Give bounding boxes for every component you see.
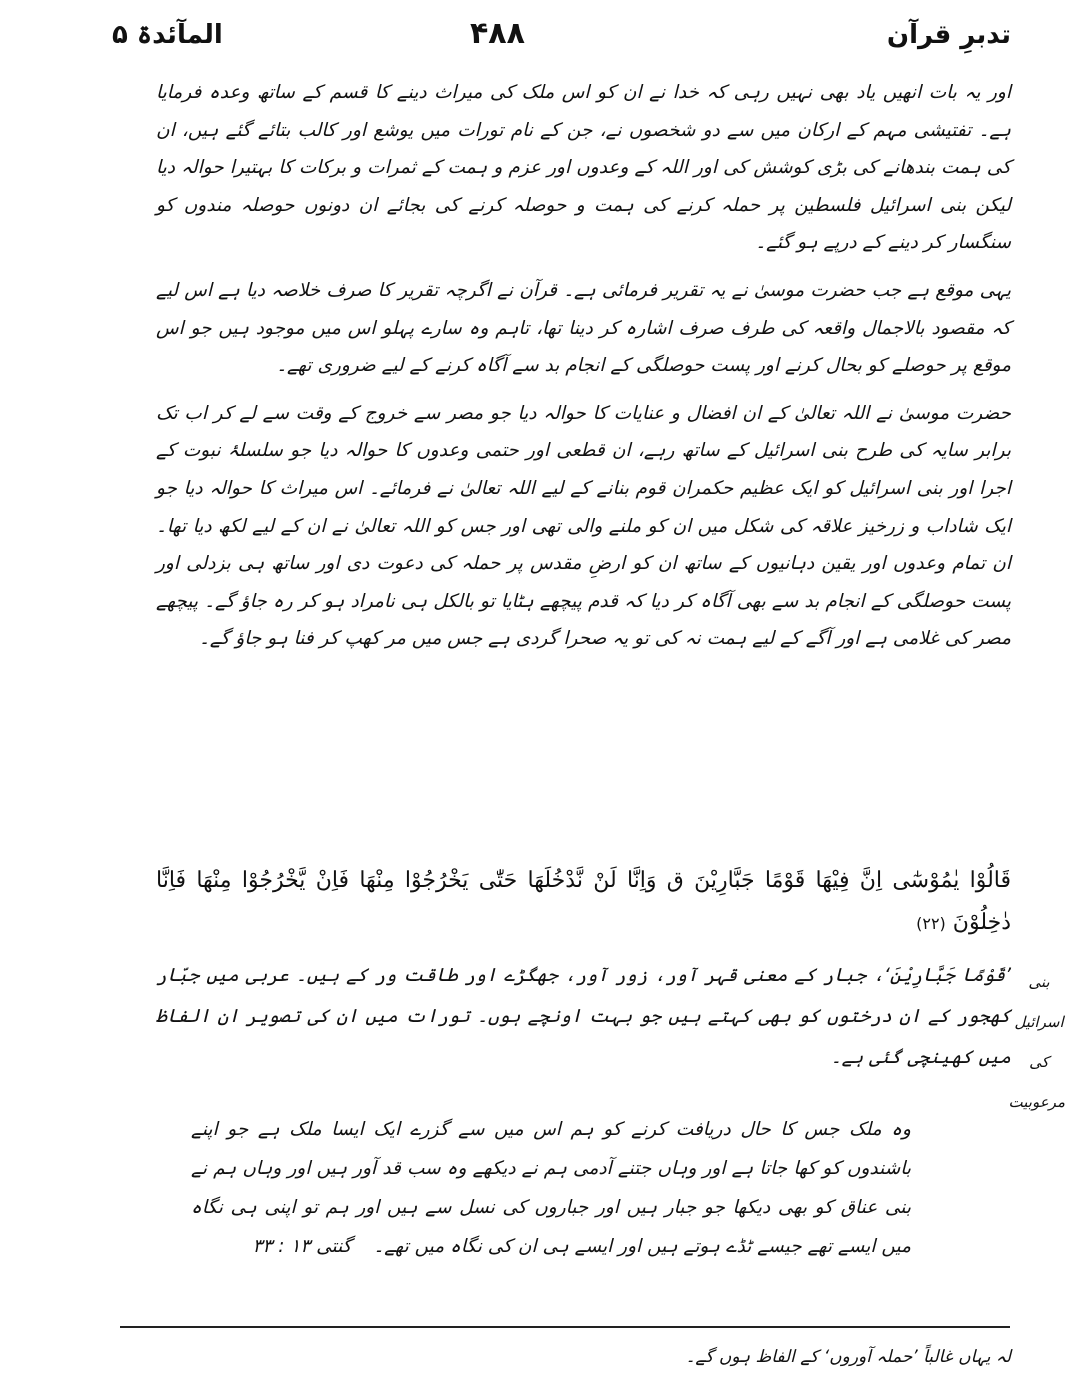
quotation-text: وہ ملک جس کا حال دریافت کرنے کو ہم اس میں سے گزرے ایک ایسا ملک ہے جو اپنے باشندوں کو کھا جاتا ہے اور وہاں جتنے آدمی ہم نے دیکھے وہ سب قد آور ہیں اور وہاں ہم نے بنی عناق کو بھی دیکھا جو جبار ہیں اور جباروں کی نسل سے ہیں اور ہم تو اپنی ہی نگاہ میں ایسے تھے جیسے ٹڈے ہوتے ہیں اور ایسے ہی ان کی نگاہ میں تھے۔ bbox=[191, 1119, 911, 1257]
margin-note bbox=[1008, 962, 1065, 1122]
verse-text: قَالُوْا یٰمُوْسٰٓی اِنَّ فِیْهَا قَوْمًا جَبَّارِیْنَ ق وَاِنَّا لَنْ نَّدْخُلَهَا حَتّٰی یَخْرُجُوْا مِنْهَا فَاِنْ یَّخْرُجُوْا مِنْهَا فَاِنَّا دٰخِلُوْنَ bbox=[156, 868, 1011, 935]
margin-note-line: بنی اسرائیل کی bbox=[1014, 973, 1064, 1071]
paragraph: یہی موقع ہے جب حضرت موسیٰ نے یہ تقریر فرمائی ہے۔ قرآن نے اگرچہ تقریر کا صرف خلاصہ دیا ہے اس لیے کہ مقصود بالاجمال واقعہ کی طرف صرف اشارہ کر دینا تھا، تاہم وہ سارے پہلو اس میں موجود ہیں جو اس موقع پر حوصلے کو بحال کرنے اور پست حوصلگی کے انجام بد سے آگاہ کرنے کے لیے ضروری تھے۔ bbox=[156, 279, 1011, 377]
footnote: لہ یہاں غالباً ’حملہ آوروں‘ کے الفاظ ہوں گے۔ bbox=[685, 1347, 1011, 1367]
verse-explanation: ’قَوْمًا جَبَّارِیْنَ‘، جبار کے معنی قہر آور، زور آور، جھگڑے اور طاقت ور کے ہیں۔ عربی میں جبّار کھجور کے ان درختوں کو بھی کہتے ہیں جو بہت اونچے ہوں۔ تورات میں ان کی تصویر ان الفاظ میں کھینچی گئی ہے۔ bbox=[156, 965, 1011, 1068]
verse-number: (۲۲) bbox=[916, 914, 946, 933]
quran-verse bbox=[156, 860, 1011, 945]
book-title: تدبرِ قرآن bbox=[886, 20, 1011, 50]
quotation-reference: گنتی ۱۳ : ۳۳ bbox=[252, 1236, 352, 1257]
footnote-divider bbox=[120, 1326, 1010, 1328]
page-header bbox=[0, 14, 1071, 64]
page-number: ۴۸۸ bbox=[470, 16, 525, 51]
margin-note-line: مرعوبیت bbox=[1008, 1093, 1065, 1111]
paragraph: حضرت موسیٰ نے اللہ تعالیٰ کے ان افضال و عنایات کا حوالہ دیا جو مصر سے خروج کے وقت سے لے کر اب تک برابر سایہ کی طرح بنی اسرائیل کے ساتھ رہے، ان قطعی اور حتمی وعدوں کا حوالہ دیا جو سلسلۂ نبوت کے اجرا اور بنی اسرائیل کو ایک عظیم حکمران قوم بنانے کے لیے اللہ تعالیٰ نے فرمائے۔ اس میراث کا حوالہ دیا جو ایک شاداب و زرخیز علاقہ کی شکل میں ان کو ملنے والی تھی اور جس کو اللہ تعالیٰ نے ان کے لیے لکھ دیا تھا۔ ان تمام وعدوں اور یقین دہانیوں کے ساتھ ان کو ارضِ مقدس پر حملہ کی دعوت دی اور ساتھ ہی بزدلی اور پست حوصلگی کے انجام بد سے بھی آگاہ کر دیا کہ قدم پیچھے ہٹایا تو بالکل ہی نامراد ہو کر رہ جاؤ گے۔ پیچھے مصر کی غلامی ہے اور آگے کے لیے ہمت نہ کی تو یہ صحرا گردی ہے جس میں مر کھپ کر فنا ہو جاؤ گے۔ bbox=[156, 402, 1011, 650]
paragraph: اور یہ بات انھیں یاد بھی نہیں رہی کہ خدا نے ان کو اس ملک کی میراث دینے کا قسم کے ساتھ وعدہ فرمایا ہے۔ تفتیشی مہم کے ارکان میں سے دو شخصوں نے، جن کے نام تورات میں یوشع اور کالب بتائے گئے ہیں، ان کی ہمت بندھانے کی بڑی کوشش کی اور اللہ کے وعدوں اور عزم و ہمت کے ثمرات و برکات کا بہتیرا حوالہ دیا لیکن بنی اسرائیل فلسطین پر حملہ کرنے کی ہمت و حوصلہ کرنے کی بجائے ان دونوں حوصلہ مندوں کو سنگسار کر دینے کے درپے ہو گئے۔ bbox=[156, 82, 1011, 254]
main-text bbox=[156, 74, 1011, 668]
torah-quotation bbox=[191, 1110, 911, 1266]
surah-name: المآئدۃ ۵ bbox=[112, 20, 223, 50]
